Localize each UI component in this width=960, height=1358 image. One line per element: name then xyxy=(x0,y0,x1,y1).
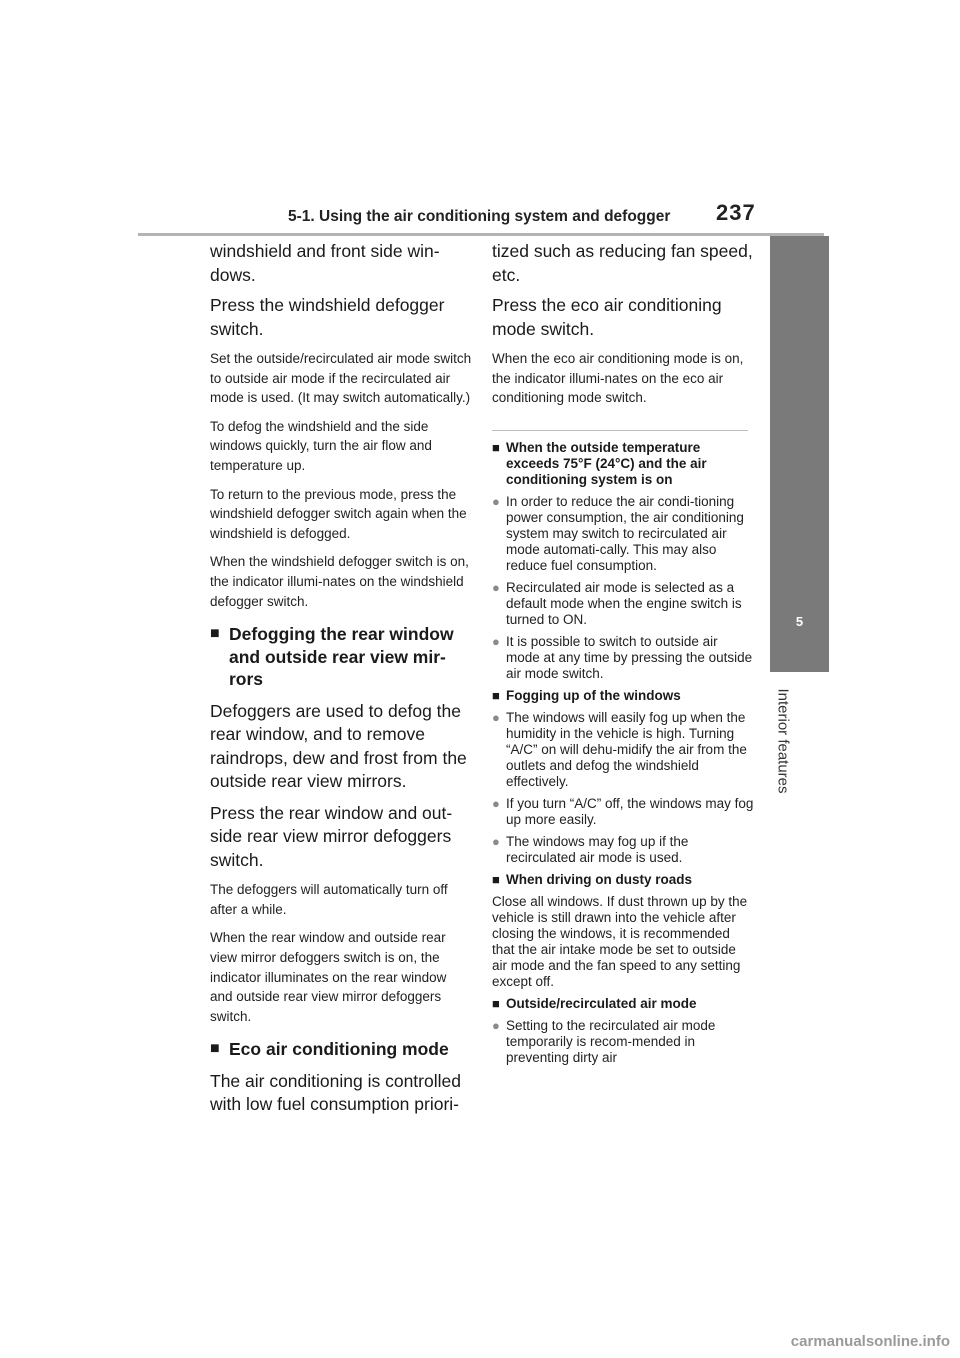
subsection-heading-text: Defogging the rear window and outside rear view mir-rors xyxy=(229,624,454,690)
chapter-label-container xyxy=(766,680,800,802)
note-bullet-text: Setting to the recirculated air mode temporarily is recom-mended in preventing dirty air xyxy=(506,1017,716,1065)
subsection-heading xyxy=(210,623,472,691)
note-bullet-text: In order to reduce the air condi-tioning power consumption, the air conditioning system may switch to recirculated air mode automati-cally. This may also reduce fuel consumption. xyxy=(506,493,744,573)
note-heading-text: Outside/recirculated air mode xyxy=(506,995,697,1011)
step-instruction: Press the windshield defogger switch. xyxy=(210,295,445,339)
step-detail: To defog the windshield and the side windows quickly, turn the air flow and temperature up. xyxy=(210,418,432,473)
step-detail: To return to the previous mode, press the windshield defogger switch again when the windshield is defogged. xyxy=(210,486,467,541)
chapter-number: 5 xyxy=(795,614,804,629)
bullet-icon: ● xyxy=(492,833,500,849)
step-detail: When the windshield defogger switch is on, the indicator illumi-nates on the windshield defogger switch. xyxy=(210,554,469,609)
note-bullet-item xyxy=(492,834,754,866)
note-bullet-item xyxy=(492,494,754,574)
square-marker-icon: ■ xyxy=(210,1040,220,1058)
step-detail: The defoggers will automatically turn off after a while. xyxy=(210,882,448,917)
note-heading-text: Fogging up of the windows xyxy=(506,687,681,703)
note-heading xyxy=(492,872,754,888)
note-heading xyxy=(492,440,754,488)
note-bullet-item xyxy=(492,796,754,828)
square-marker-icon: ■ xyxy=(492,871,500,887)
square-marker-icon: ■ xyxy=(210,625,220,643)
right-column xyxy=(492,240,754,1072)
bullet-icon: ● xyxy=(492,579,500,595)
step-detail: When the rear window and outside rear view mirror defoggers switch is on, the indicator illuminates on the rear window and outside rear view mirror defoggers switch. xyxy=(210,930,447,1024)
step-instruction: Press the rear window and out-side rear view mirror defoggers switch. xyxy=(210,802,453,870)
chapter-tab xyxy=(770,236,829,672)
note-bullet-text: Recirculated air mode is selected as a default mode when the engine switch is turned to ON. xyxy=(506,579,742,627)
square-marker-icon: ■ xyxy=(492,995,500,1011)
bullet-icon: ● xyxy=(492,709,500,725)
note-heading-text: When driving on dusty roads xyxy=(506,871,693,887)
chapter-label: Interior features xyxy=(774,688,792,794)
body-paragraph: The air conditioning is controlled with low fuel consumption priori- xyxy=(210,1070,461,1115)
step-detail: Set the outside/recirculated air mode switch to outside air mode if the recirculated air mode is used. (It may switch automatically.) xyxy=(210,351,472,406)
bullet-icon: ● xyxy=(492,493,500,509)
body-paragraph: windshield and front side win-dows. xyxy=(210,241,440,285)
step-detail: When the eco air conditioning mode is on, the indicator illumi-nates on the eco air conditioning mode switch. xyxy=(492,351,744,406)
left-column xyxy=(210,240,472,1125)
subsection-heading-text: Eco air conditioning mode xyxy=(229,1039,449,1060)
note-heading-text: When the outside temperature exceeds 75°F (24°C) and the air conditioning system is on xyxy=(506,439,707,487)
note-bullet-item xyxy=(492,634,754,682)
page-number: 237 xyxy=(716,200,756,225)
note-paragraph: Close all windows. If dust thrown up by the vehicle is still drawn into the vehicle after closing the windows, it is recommended that the air intake mode be set to outside air mode and the fan speed to any setting except off. xyxy=(492,893,748,989)
note-bullet-item xyxy=(492,710,754,790)
notes-divider xyxy=(492,430,748,431)
note-heading xyxy=(492,996,754,1012)
note-bullet-item xyxy=(492,580,754,628)
bullet-icon: ● xyxy=(492,795,500,811)
note-bullet-text: If you turn “A/C” off, the windows may fog up more easily. xyxy=(506,795,754,827)
note-bullet-text: The windows may fog up if the recirculated air mode is used. xyxy=(506,833,689,865)
body-paragraph: tized such as reducing fan speed, etc. xyxy=(492,241,753,285)
body-paragraph: Defoggers are used to defog the rear window, and to remove raindrops, dew and frost from the outside rear view mirrors. xyxy=(210,700,467,792)
note-bullet-item xyxy=(492,1018,754,1066)
note-heading xyxy=(492,688,754,704)
note-bullet-text: The windows will easily fog up when the humidity in the vehicle is high. Turning “A/C” on will dehu-midify the air from the outlets and defog the windshield effectively. xyxy=(506,709,747,789)
bullet-icon: ● xyxy=(492,633,500,649)
step-instruction: Press the eco air conditioning mode switch. xyxy=(492,295,722,339)
subsection-heading xyxy=(210,1038,472,1061)
square-marker-icon: ■ xyxy=(492,687,500,703)
note-bullet-text: It is possible to switch to outside air mode at any time by pressing the outside air mode switch. xyxy=(506,633,753,681)
watermark: carmanualsonline.info xyxy=(790,1333,950,1350)
square-marker-icon: ■ xyxy=(492,439,500,455)
header-rule xyxy=(138,233,824,236)
section-title: 5-1. Using the air conditioning system and defogger xyxy=(288,208,671,225)
bullet-icon: ● xyxy=(492,1017,500,1033)
